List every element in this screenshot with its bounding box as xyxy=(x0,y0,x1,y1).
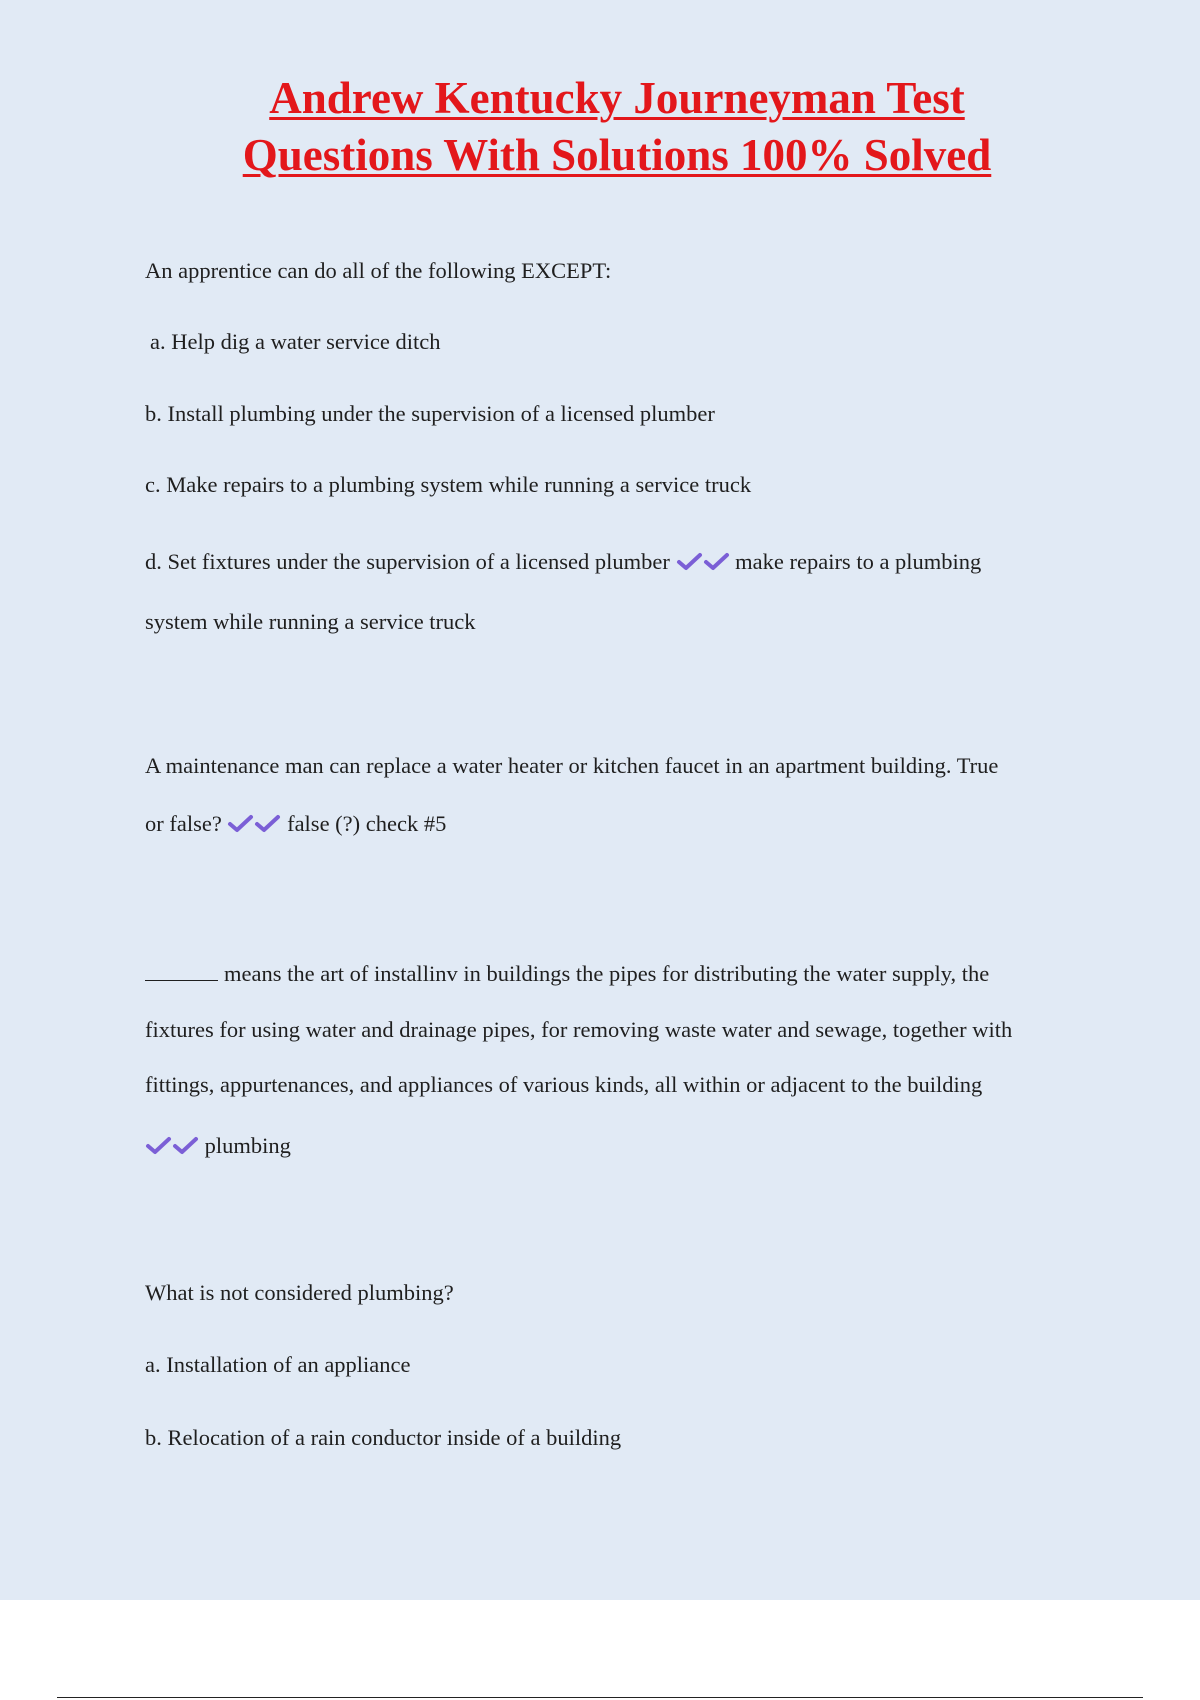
check-icon xyxy=(145,1136,172,1156)
q4-option-b: b. Relocation of a rain conductor inside of a building xyxy=(145,1425,622,1450)
q1-option-d-line xyxy=(145,549,981,575)
q3-line-2: fixtures for using water and drainage pipes, for removing waste water and sewage, together with xyxy=(145,1017,1013,1042)
check-icon xyxy=(254,814,281,834)
q1-question: An apprentice can do all of the following EXCEPT: xyxy=(145,258,612,283)
answer-blank xyxy=(145,962,218,981)
title-line-2: Questions With Solutions 100% Solved xyxy=(242,130,992,180)
document-title xyxy=(0,70,1200,184)
q4-question: What is not considered plumbing? xyxy=(145,1280,454,1305)
q3-line-3: fittings, appurtenances, and appliances of various kinds, all within or adjacent to the building xyxy=(145,1072,983,1097)
check-icon xyxy=(172,1136,199,1156)
title-line-1: Andrew Kentucky Journeyman Test xyxy=(269,73,965,123)
q3-line-1 xyxy=(145,961,989,987)
q3-answer-line xyxy=(145,1133,291,1159)
q2-line-2 xyxy=(145,811,446,837)
q1-answer-part1: make repairs to a plumbing xyxy=(735,549,982,574)
check-icon xyxy=(703,552,730,572)
check-icon xyxy=(227,814,254,834)
q4-option-a: a. Installation of an appliance xyxy=(145,1352,411,1377)
q3-line-1-text: means the art of installinv in buildings the pipes for distributing the water supply, the xyxy=(224,961,990,986)
q1-option-d: d. Set fixtures under the supervision of a licensed plumber xyxy=(145,549,670,574)
q1-option-b: b. Install plumbing under the supervision of a licensed plumber xyxy=(145,401,715,426)
q1-answer-part2: system while running a service truck xyxy=(145,609,476,634)
q1-option-a: a. Help dig a water service ditch xyxy=(150,329,441,354)
check-icon xyxy=(676,552,703,572)
q2-prefix: or false? xyxy=(145,811,222,836)
q3-answer: plumbing xyxy=(204,1133,291,1158)
q2-answer: false (?) check #5 xyxy=(287,811,447,836)
q2-line-1: A maintenance man can replace a water heater or kitchen faucet in an apartment building. True xyxy=(145,753,999,778)
footer-divider xyxy=(57,1697,1143,1698)
q1-option-c: c. Make repairs to a plumbing system while running a service truck xyxy=(145,472,752,497)
